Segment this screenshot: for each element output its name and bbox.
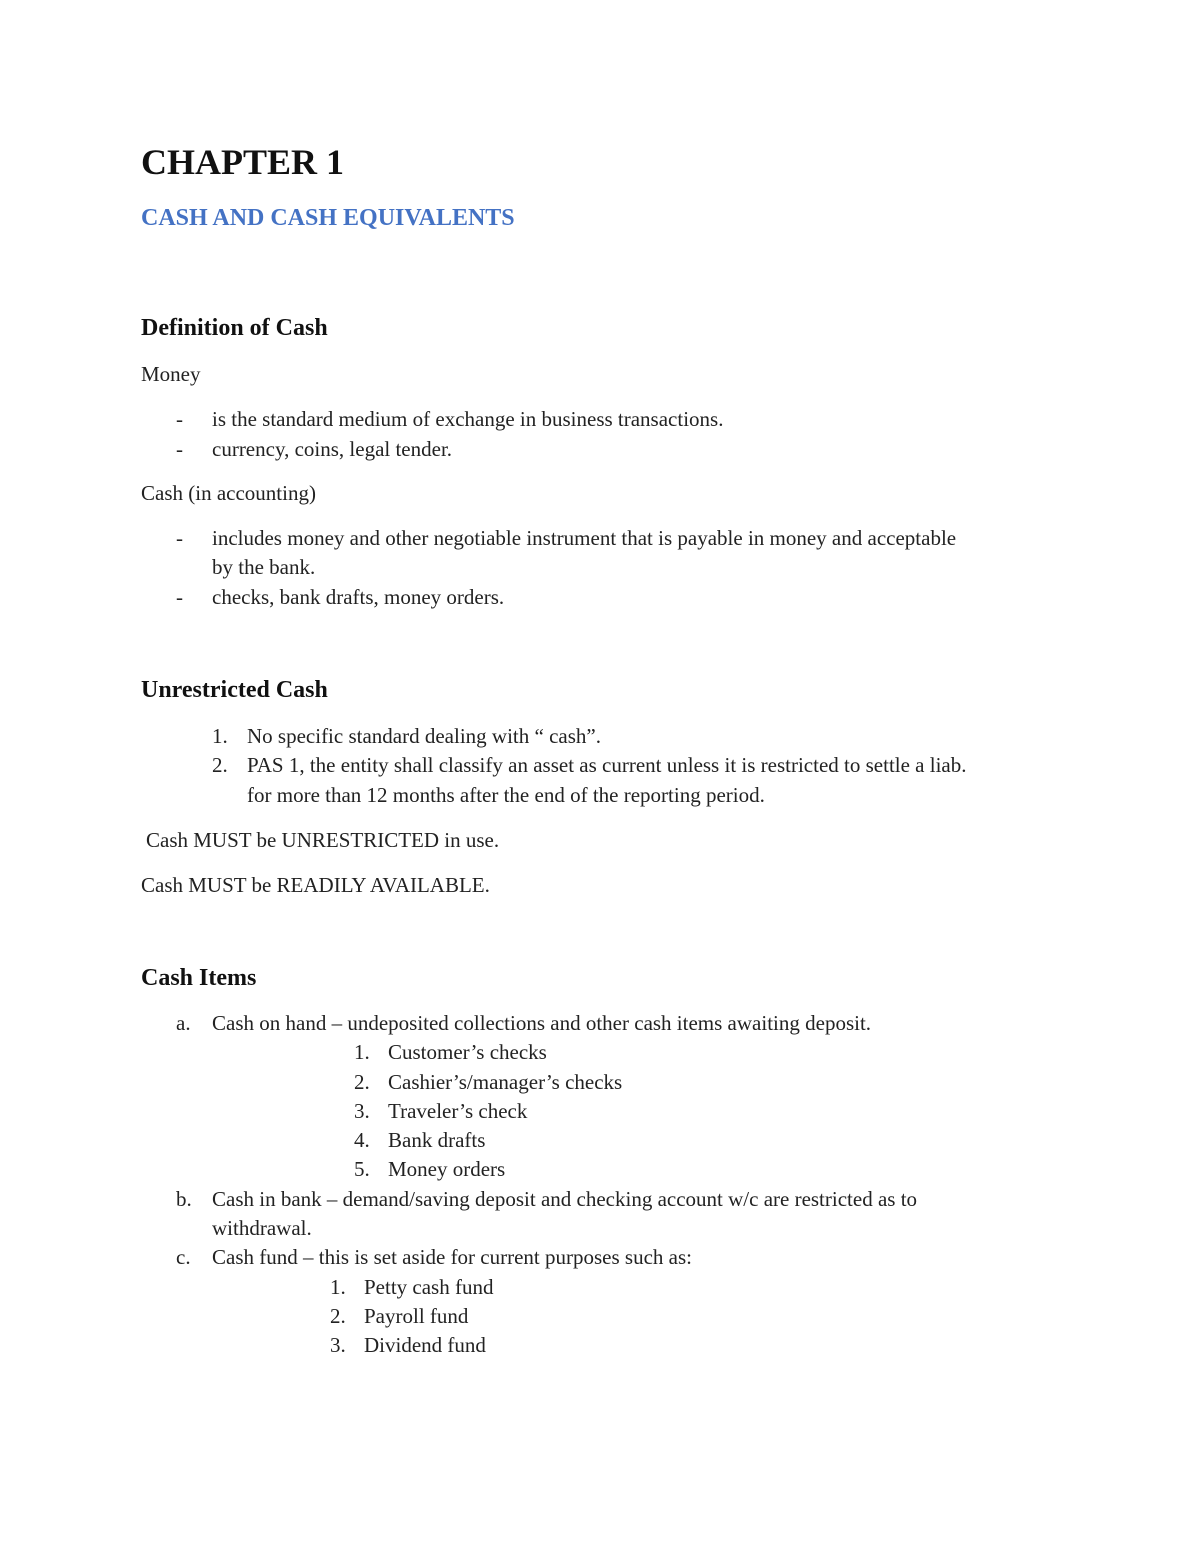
section-heading-unrestricted: Unrestricted Cash	[141, 677, 328, 703]
cash-on-hand-subitem: Bank drafts	[388, 1128, 486, 1152]
list-bullet: -	[176, 585, 183, 609]
list-number: 3.	[354, 1099, 370, 1123]
cash-on-hand-item: Cash on hand – undeposited collections and other cash items awaiting deposit.	[212, 1011, 872, 1035]
cash-in-bank-line-1: Cash in bank – demand/saving deposit and checking account w/c are restricted as to	[212, 1187, 918, 1211]
cash-accounting-label: Cash (in accounting)	[141, 481, 316, 505]
money-item-1: is the standard medium of exchange in business transactions.	[212, 407, 724, 431]
cash-fund-subitem: Petty cash fund	[364, 1275, 494, 1299]
cash-on-hand-subitem: Traveler’s check	[388, 1099, 528, 1123]
cash-on-hand-subitem: Cashier’s/manager’s checks	[388, 1070, 623, 1094]
cash-fund-subitem: Payroll fund	[364, 1304, 469, 1328]
unrestricted-statement: Cash MUST be UNRESTRICTED in use.	[146, 828, 500, 852]
unrestricted-item-1: No specific standard dealing with “ cash”.	[247, 724, 601, 748]
list-number: 1.	[354, 1040, 370, 1064]
cash-on-hand-subitem: Customer’s checks	[388, 1040, 547, 1064]
section-heading-cash-items: Cash Items	[141, 965, 257, 991]
available-statement: Cash MUST be READILY AVAILABLE.	[141, 873, 490, 897]
cash-accounting-item-1-line-1: includes money and other negotiable instrument that is payable in money and acceptable	[212, 526, 957, 550]
list-letter: a.	[176, 1011, 191, 1035]
cash-accounting-item-1-line-2: by the bank.	[212, 555, 316, 579]
chapter-title: CHAPTER 1	[141, 142, 345, 182]
section-heading-definition: Definition of Cash	[141, 315, 328, 341]
cash-fund-subitem: Dividend fund	[364, 1333, 486, 1357]
money-item-2: currency, coins, legal tender.	[212, 437, 453, 461]
list-number: 2.	[330, 1304, 346, 1328]
cash-accounting-item-2: checks, bank drafts, money orders.	[212, 585, 505, 609]
list-bullet: -	[176, 437, 183, 461]
list-letter: b.	[176, 1187, 192, 1211]
cash-on-hand-subitem: Money orders	[388, 1157, 506, 1181]
list-number: 1.	[330, 1275, 346, 1299]
chapter-subtitle: CASH AND CASH EQUIVALENTS	[141, 205, 515, 231]
list-number: 2.	[354, 1070, 370, 1094]
list-number: 2.	[212, 753, 228, 777]
cash-fund-item: Cash fund – this is set aside for current purposes such as:	[212, 1245, 692, 1269]
list-number: 5.	[354, 1157, 370, 1181]
money-label: Money	[141, 362, 201, 386]
unrestricted-item-2-line-1: PAS 1, the entity shall classify an asset as current unless it is restricted to settle a liab.	[247, 753, 967, 777]
list-bullet: -	[176, 526, 183, 550]
list-number: 3.	[330, 1333, 346, 1357]
unrestricted-item-2-line-2: for more than 12 months after the end of the reporting period.	[247, 783, 765, 807]
list-bullet: -	[176, 407, 183, 431]
list-letter: c.	[176, 1245, 191, 1269]
cash-in-bank-line-2: withdrawal.	[212, 1216, 312, 1240]
list-number: 4.	[354, 1128, 370, 1152]
list-number: 1.	[212, 724, 228, 748]
